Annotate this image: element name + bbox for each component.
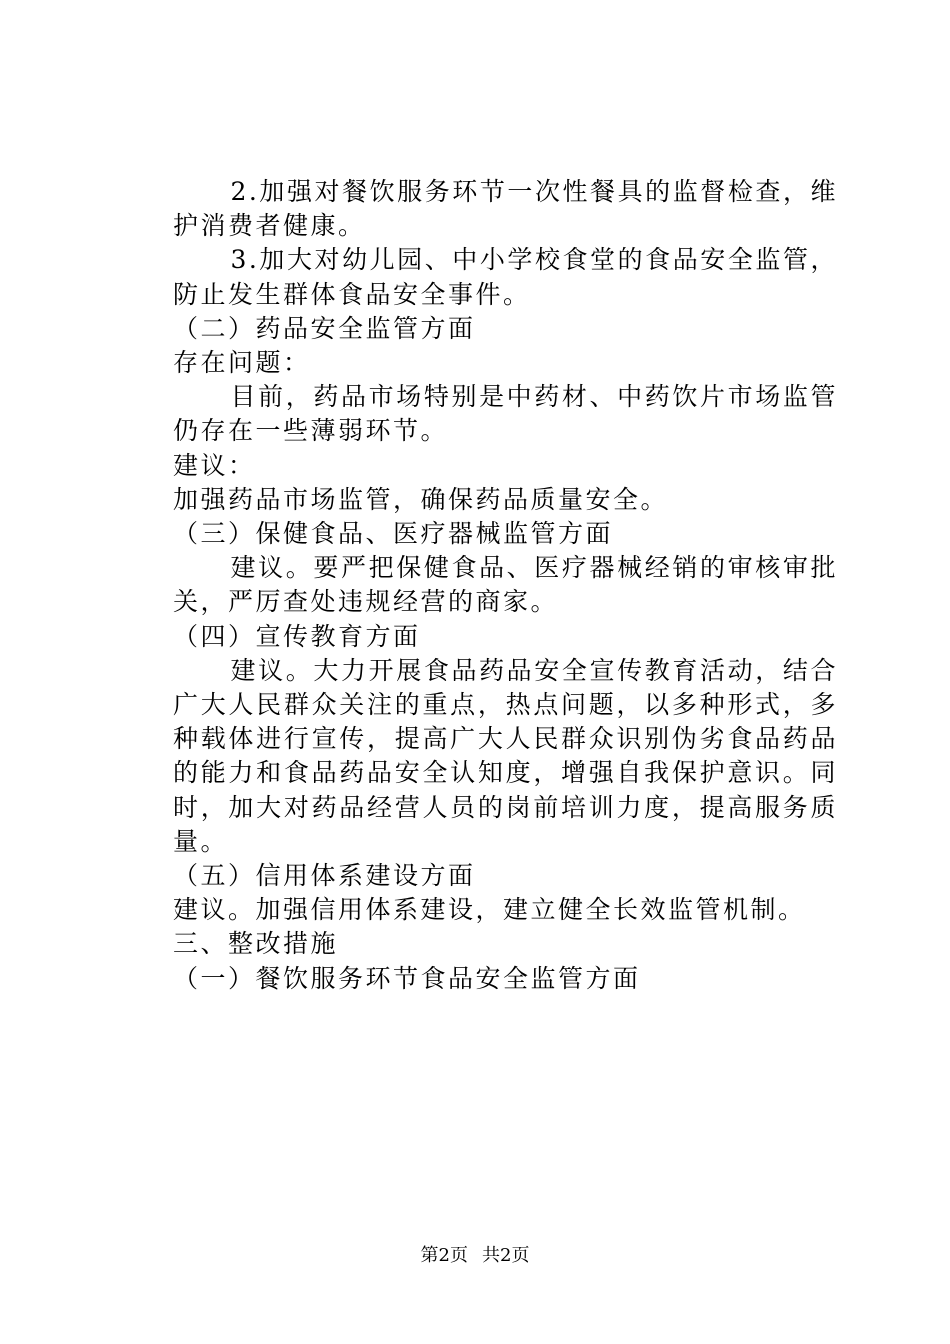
paragraph-suggest: 加强药品市场监管，确保药品质量安全。: [173, 484, 669, 514]
paragraph-health-food: 建议。要严把保健食品、医疗器械经销的审核审批关，严厉查处违规经营的商家。: [173, 553, 838, 617]
page-total: 共2页: [482, 1245, 530, 1266]
section-heading-measures: 三、整改措施: [173, 929, 339, 959]
section-heading-health-food: （三）保健食品、医疗器械监管方面: [173, 519, 614, 549]
paragraph-1: 2.加强对餐饮服务环节一次性餐具的监督检查，维护消费者健康。: [173, 177, 838, 241]
paragraph-issues: 目前，药品市场特别是中药材、中药饮片市场监管仍存在一些薄弱环节。: [173, 382, 838, 446]
paragraph-issues-label: 存在问题：: [173, 348, 311, 378]
paragraph-suggest-label: 建议：: [173, 450, 256, 480]
paragraph-education: 建议。大力开展食品药品安全宣传教育活动，结合广大人民群众关注的重点，热点问题，以多种形式，多种载体进行宣传，提高广大人民群众识别伪劣食品药品的能力和食品药品安全认知度，增强自我保护意识。同时，加大对药品经营人员的岗前培训力度，提高服务质量。: [173, 655, 838, 856]
section-heading-drugs: （二）药品安全监管方面: [173, 313, 476, 343]
paragraph-2: 3.加大对幼儿园、中小学校食堂的食品安全监管，防止发生群体食品安全事件。: [173, 245, 838, 309]
section-heading-education: （四）宣传教育方面: [173, 621, 421, 651]
page-footer: [0, 1244, 950, 1268]
paragraph-credit: 建议。加强信用体系建设，建立健全长效监管机制。: [173, 895, 806, 925]
document-body: [173, 175, 838, 996]
page-number: 第2页: [420, 1245, 468, 1266]
section-heading-catering: （一）餐饮服务环节食品安全监管方面: [173, 963, 641, 993]
section-heading-credit: （五）信用体系建设方面: [173, 861, 476, 891]
